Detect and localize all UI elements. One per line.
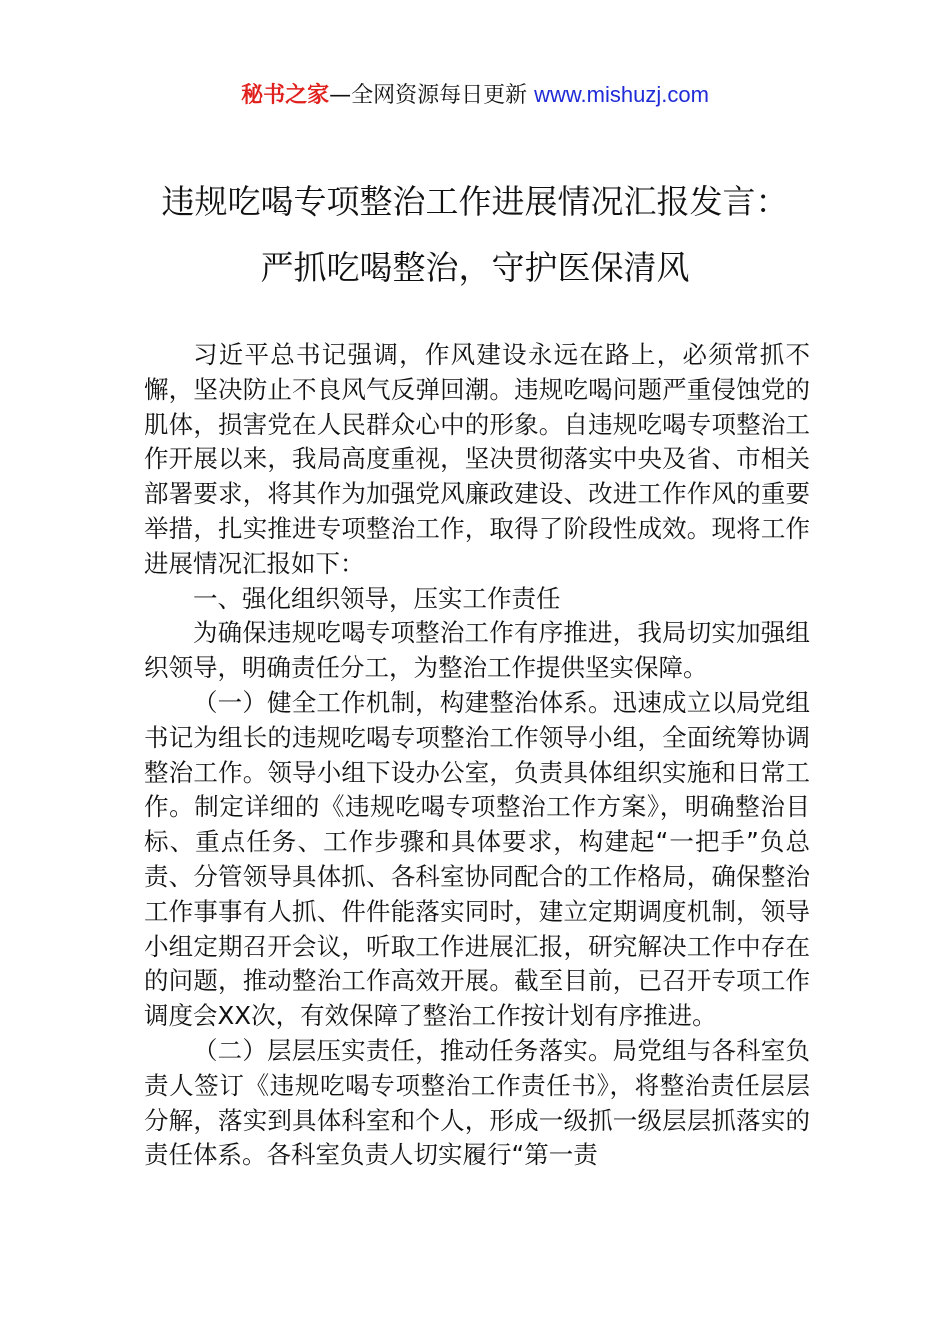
section-heading-1: 一、强化组织领导，压实工作责任 xyxy=(193,583,561,613)
document-title-line-2: 严抓吃喝整治，守护医保清风 xyxy=(260,248,690,287)
subsection-1-paragraph: （一）健全工作机制，构建整治体系。迅速成立以局党组书记为组长的违规吃喝专项整治工作领导小组，全面统筹协调整治工作。领导小组下设办公室，负责具体组织实施和日常工作。制定详细的《违规吃喝专项整治工作方案》，明确整治目标、重点任务、工作步骤和具体要求，构建起“一把手”负总责、分管领导具体抓、各科室协同配合的工作格局，确保整治工作事事有人抓、件件能落实同时，建立定期调度机制，领导小组定期召开会议，听取工作进展汇报，研究解决工作中存在的问题，推动整治工作高效开展。截至目前，已召开专项工作调度会XX次，有效保障了整治工作按计划有序推进。 xyxy=(144,687,810,1031)
subsection-2-paragraph: （二）层层压实责任，推动任务落实。局党组与各科室负责人签订《违规吃喝专项整治工作责任书》，将整治责任层层分解，落实到具体科室和个人，形成一级抓一级层层抓落实的责任体系。各科室负责人切实履行“第一责 xyxy=(144,1035,810,1170)
site-url-link[interactable]: www.mishuzj.com xyxy=(534,82,709,107)
document-title-line-1: 违规吃喝专项整治工作进展情况汇报发言： xyxy=(161,182,789,221)
document-body xyxy=(144,338,810,1173)
intro-paragraph: 习近平总书记强调，作风建设永远在路上，必须常抓不懈，坚决防止不良风气反弹回潮。违规吃喝问题严重侵蚀党的肌体，损害党在人民群众心中的形象。自违规吃喝专项整治工作开展以来，我局高度重视，坚决贯彻落实中央及省、市相关部署要求，将其作为加强党风廉政建设、改进工作作风的重要举措，扎实推进专项整治工作，取得了阶段性成效。现将工作进展情况汇报如下： xyxy=(144,340,810,578)
site-brand: 秘书之家 xyxy=(241,83,330,108)
section-1-intro-paragraph: 为确保违规吃喝专项整治工作有序推进，我局切实加强组织领导，明确责任分工，为整治工作提供坚实保障。 xyxy=(144,618,810,683)
site-slogan: —全网资源每日更新 xyxy=(329,83,528,108)
site-header xyxy=(0,78,950,113)
